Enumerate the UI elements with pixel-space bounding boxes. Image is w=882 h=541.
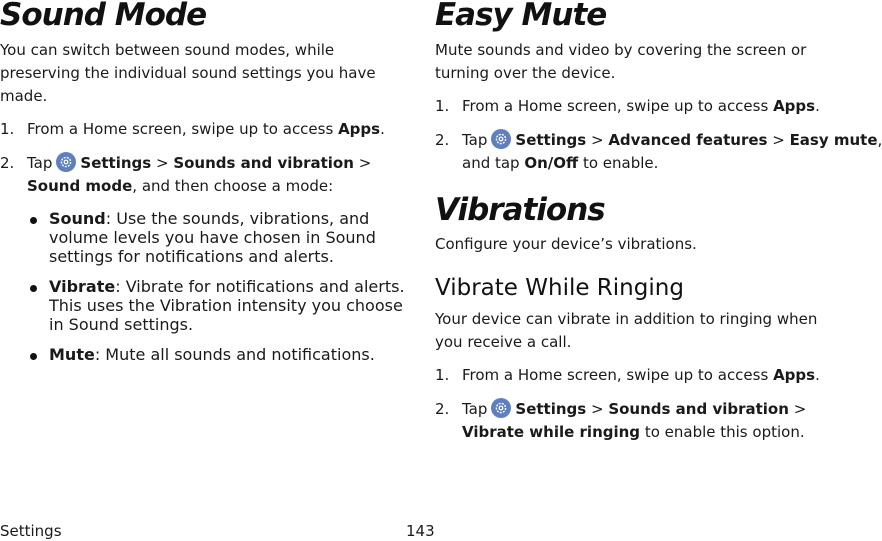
bullet-dot (30, 217, 37, 224)
bullet-term: Mute (49, 345, 95, 364)
bullet-term: Sound (49, 209, 106, 228)
sounds-and-vibration-label: Sounds and vibration (608, 400, 789, 418)
on-off-label: On/Off (524, 154, 579, 172)
step-punct: . (815, 97, 820, 115)
easy-mute-label: Easy mute (789, 131, 878, 149)
step-number: 1. (435, 97, 450, 115)
vibrate-while-ringing-label: Vibrate while ringing (462, 423, 641, 441)
easy-mute-step-1 (435, 95, 835, 118)
apps-label: Apps (773, 366, 816, 384)
apps-label: Apps (773, 97, 816, 115)
step-text: to enable. (578, 154, 659, 172)
step-number: 1. (435, 366, 450, 384)
bullet-vibrate (0, 277, 412, 334)
step-text: Tap (462, 131, 488, 149)
step-text: From a Home screen, swipe up to access (462, 97, 774, 115)
step-text: From a Home screen, swipe up to access (27, 120, 339, 138)
step-number: 2. (435, 131, 450, 149)
step-punct: . (380, 120, 385, 138)
step-number: 2. (0, 154, 15, 172)
easy-mute-step-2 (435, 129, 882, 175)
right-column (435, 0, 882, 444)
easy-mute-intro: Mute sounds and video by covering the screen or turning over the device. (435, 41, 807, 82)
bullet-dot (30, 353, 37, 360)
bullet-text: : Vibrate for notifications and alerts. This uses the Vibration intensity you choose in Sound settings. (49, 277, 405, 334)
settings-label: Settings (515, 400, 587, 418)
step-punct: , (877, 131, 882, 149)
settings-gear-icon (491, 129, 511, 149)
separator: > (586, 131, 609, 149)
vibrate-ringing-step-1 (435, 364, 835, 387)
sound-mode-intro: You can switch between sound modes, while preserving the individual sound settings you have made. (0, 41, 376, 105)
separator: > (788, 400, 807, 418)
step-number: 2. (435, 400, 450, 418)
footer-page-number: 143 (406, 522, 435, 540)
bullet-text: : Mute all sounds and notifications. (94, 345, 375, 364)
bullet-term: Vibrate (49, 277, 116, 296)
sound-mode-label: Sound mode (27, 177, 133, 195)
separator: > (586, 400, 609, 418)
left-column (0, 0, 412, 364)
vibrate-while-ringing-heading: Vibrate While Ringing (435, 275, 684, 301)
sounds-and-vibration-label: Sounds and vibration (173, 154, 354, 172)
vibrations-heading: Vibrations (435, 192, 605, 228)
step-text: and tap (462, 154, 525, 172)
sound-mode-step-1 (0, 118, 412, 141)
separator: > (151, 154, 174, 172)
step-text: , and then choose a mode: (132, 177, 334, 195)
vibrations-intro: Configure your device’s vibrations. (435, 235, 697, 253)
footer-section-name: Settings (0, 522, 62, 540)
easy-mute-heading: Easy Mute (435, 0, 607, 33)
step-text: to enable this option. (640, 423, 805, 441)
step-text: Tap (462, 400, 488, 418)
step-text: From a Home screen, swipe up to access (462, 366, 774, 384)
separator: > (767, 131, 790, 149)
separator: > (353, 154, 372, 172)
sound-mode-heading: Sound Mode (0, 0, 207, 33)
bullet-sound (0, 209, 412, 266)
settings-gear-icon (491, 398, 511, 418)
step-punct: . (815, 366, 820, 384)
settings-label: Settings (515, 131, 587, 149)
bullet-text: : Use the sounds, vibrations, and volume levels you have chosen in Sound settings for notifications and alerts. (49, 209, 376, 266)
apps-label: Apps (338, 120, 381, 138)
bullet-mute (0, 345, 412, 364)
settings-label: Settings (80, 154, 152, 172)
bullet-dot (30, 285, 37, 292)
vibrate-ringing-step-2 (435, 398, 835, 444)
advanced-features-label: Advanced features (608, 131, 768, 149)
step-number: 1. (0, 120, 15, 138)
sound-mode-step-2 (0, 152, 412, 198)
step-text: Tap (27, 154, 53, 172)
vibrate-while-ringing-intro: Your device can vibrate in addition to ringing when you receive a call. (435, 310, 818, 351)
settings-gear-icon (56, 152, 76, 172)
